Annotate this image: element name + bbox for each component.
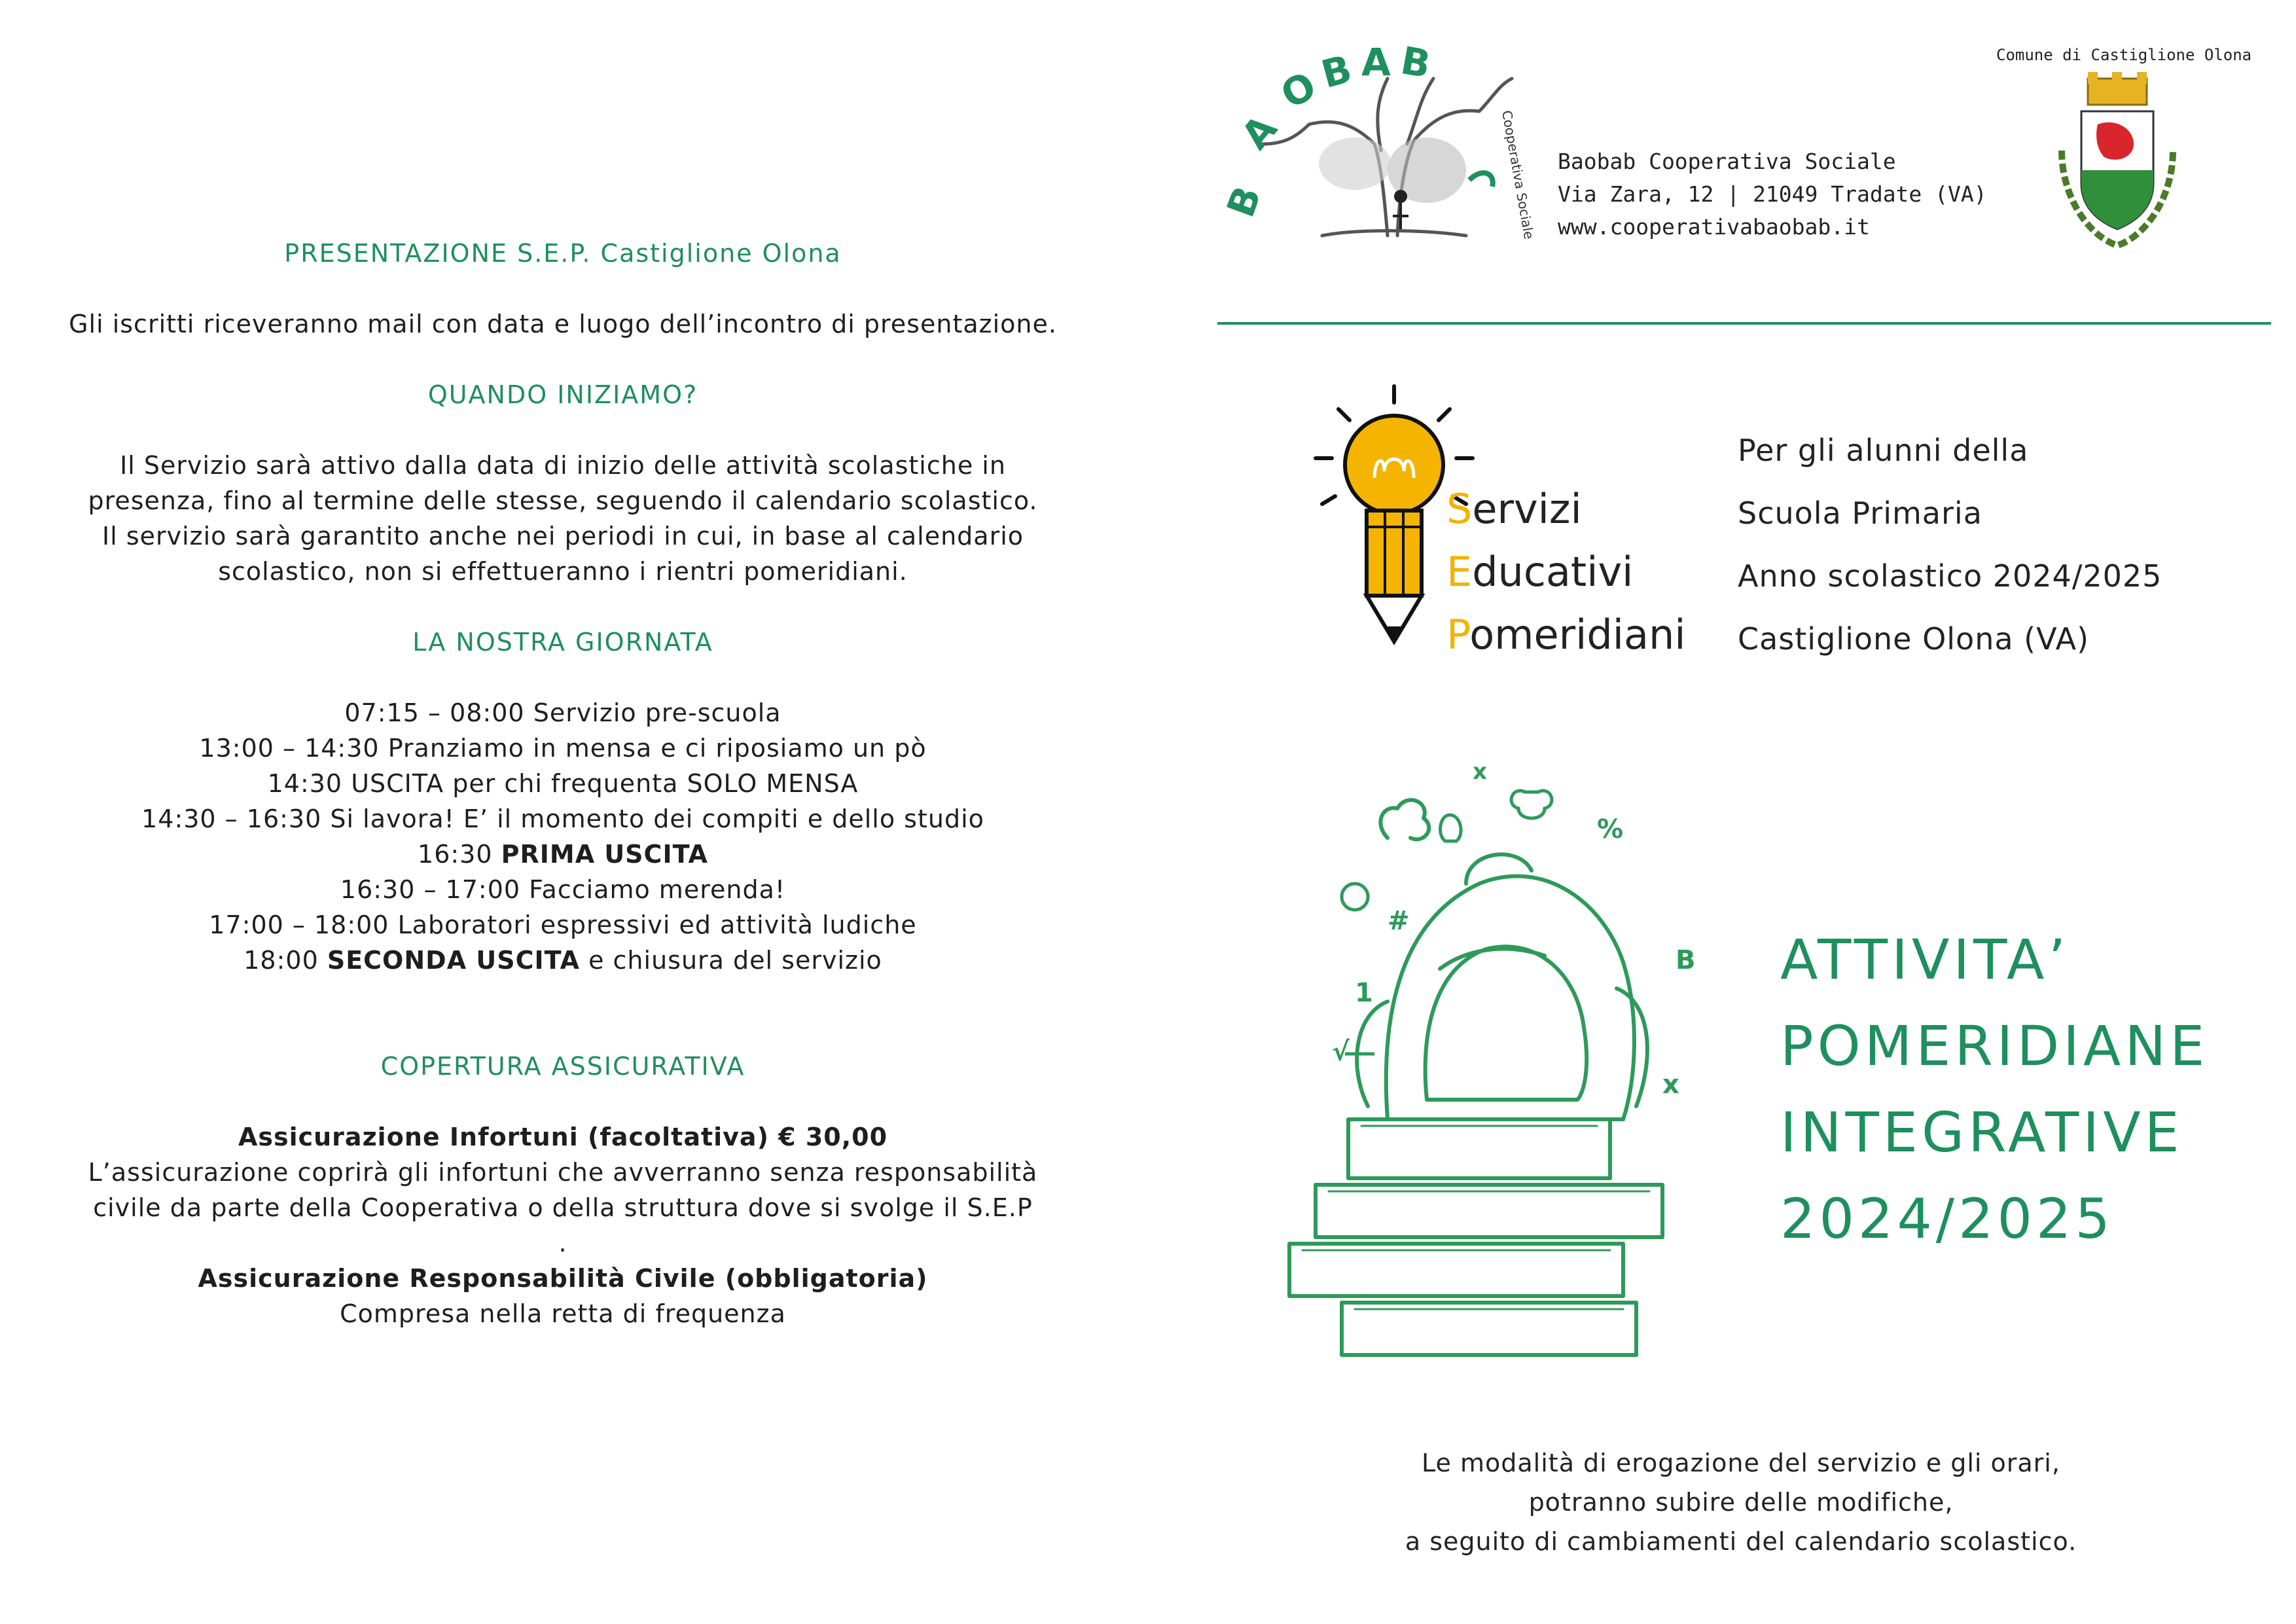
org-name: Baobab Cooperativa Sociale (1558, 149, 1896, 174)
svg-text:A: A (1361, 40, 1391, 84)
note-line: potranno subire delle modifiche, (1528, 1488, 1954, 1517)
insurance-line: L’assicurazione coprirà gli infortuni che avverranno senza responsabilità (88, 1158, 1038, 1187)
org-address (1558, 145, 1987, 244)
svg-text:B: B (1218, 180, 1270, 223)
backpack-books-illustration (1270, 753, 1741, 1375)
title-line: POMERIDIANE (1780, 1014, 2209, 1078)
target-audience (1738, 419, 2162, 670)
svg-text:O: O (1273, 62, 1324, 118)
baobab-logo (1218, 33, 1538, 249)
schedule-item: 16:30 – 17:00 Facciamo merenda! (340, 875, 786, 904)
svg-text:B: B (1676, 945, 1696, 975)
schedule-item: 13:00 – 14:30 Pranziamo in mensa e ci riposiamo un pò (199, 734, 927, 763)
schedule-item: 18:00 SECONDA USCITA e chiusura del servizio (243, 946, 882, 975)
svg-text:1: 1 (1355, 978, 1373, 1008)
start-line: scolastico, non si effettueranno i rientri pomeridiani. (218, 557, 908, 586)
org-street: Via Zara, 12 | 21049 Tradate (VA) (1558, 181, 1987, 207)
insurance-accident-title: Assicurazione Infortuni (facoltativa) € 30,00 (238, 1123, 888, 1151)
insurance-heading: COPERTURA ASSICURATIVA (380, 1052, 745, 1081)
target-line: Per gli alunni della (1738, 433, 2029, 468)
insurance-liability-text: Compresa nella retta di frequenza (340, 1299, 786, 1328)
schedule-item: 14:30 USCITA per chi frequenta SOLO MENSA (267, 769, 859, 798)
svg-text:B: B (1397, 38, 1434, 87)
start-heading: QUANDO INIZIAMO? (427, 380, 698, 409)
target-line: Castiglione Olona (VA) (1738, 621, 2090, 657)
start-line: presenza, fino al termine delle stesse, seguendo il calendario scolastico. (88, 486, 1038, 515)
sep-word: Educativi (1446, 548, 1634, 596)
target-line: Anno scolastico 2024/2025 (1738, 558, 2162, 594)
svg-text:A: A (1232, 106, 1286, 158)
sep-words (1446, 478, 1685, 666)
sep-word: Servizi (1446, 485, 1582, 533)
target-line: Scuola Primaria (1738, 496, 1982, 531)
svg-text:%: % (1597, 814, 1624, 844)
schedule-item: 17:00 – 18:00 Laboratori espressivi ed attività ludiche (209, 911, 917, 939)
start-line: Il servizio sarà garantito anche nei periodi in cui, in base al calendario (101, 522, 1024, 550)
insurance-line: civile da parte della Cooperativa o della struttura dove si svolge il S.E.P (93, 1193, 1033, 1222)
coat-of-arms-icon (2042, 72, 2193, 255)
schedule-item: 16:30 PRIMA USCITA (418, 840, 708, 869)
note-line: Le modalità di erogazione del servizio e gli orari, (1422, 1449, 2060, 1477)
coat-of-arms (2042, 72, 2193, 255)
left-column (39, 236, 1086, 1331)
svg-text:x: x (1662, 1070, 1679, 1100)
title-line: INTEGRATIVE (1780, 1100, 2183, 1164)
svg-text:B: B (1316, 46, 1357, 98)
main-title (1780, 916, 2208, 1262)
title-line: ATTIVITA’ (1780, 928, 2070, 992)
schedule-item: 14:30 – 16:30 Si lavora! E’ il momento dei compiti e dello studio (141, 804, 984, 833)
start-line: Il Servizio sarà attivo dalla data di inizio delle attività scolastiche in (120, 451, 1006, 480)
note-line: a seguito di cambiamenti del calendario scolastico. (1405, 1527, 2077, 1556)
title-line: 2024/2025 (1780, 1187, 2114, 1251)
sep-word: Pomeridiani (1446, 611, 1686, 659)
header-divider (1217, 322, 2271, 325)
presentation-text: Gli iscritti riceveranno mail con data e luogo dell’incontro di presentazione. (69, 310, 1057, 338)
svg-text:x: x (1473, 759, 1487, 785)
comune-label: Comune di Castiglione Olona (1996, 46, 2252, 64)
backpack-illustration (1270, 753, 1741, 1375)
baobab-tree-icon (1218, 33, 1538, 249)
schedule-item: 07:15 – 08:00 Servizio pre-scuola (344, 698, 781, 727)
insurance-liability-title: Assicurazione Responsabilità Civile (obbligatoria) (198, 1264, 928, 1293)
insurance-line: . (558, 1229, 567, 1257)
schedule-note (1348, 1443, 2134, 1561)
svg-text:√: √ (1332, 1037, 1350, 1067)
svg-text:Cooperativa Sociale: Cooperativa Sociale (1499, 109, 1537, 241)
svg-text:#: # (1388, 906, 1410, 936)
schedule-list (39, 695, 1086, 978)
presentation-heading: PRESENTAZIONE S.E.P. Castiglione Olona (284, 239, 842, 268)
org-website[interactable]: www.cooperativabaobab.it (1558, 214, 1870, 240)
day-heading: LA NOSTRA GIORNATA (412, 628, 713, 657)
